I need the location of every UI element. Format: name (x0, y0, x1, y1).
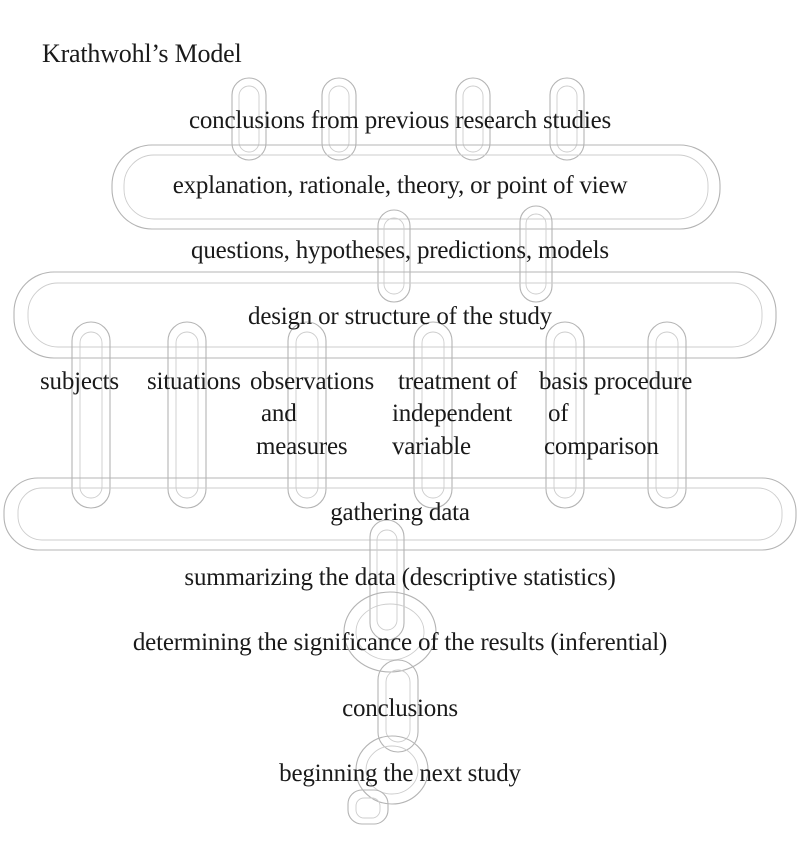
component-basis-procedure: basis procedure (539, 368, 693, 395)
component-observations-and: and (261, 400, 297, 427)
step-conclusions: conclusions (342, 695, 458, 722)
component-subjects: subjects (40, 368, 119, 395)
component-independent: independent (392, 400, 512, 427)
component-links (72, 322, 686, 508)
step-conclusions-previous: conclusions from previous research studies (188, 107, 612, 134)
step-explanation: explanation, rationale, theory, or point of view (172, 172, 628, 199)
step-summarizing: summarizing the data (descriptive statistics) (184, 564, 616, 591)
step-significance: determining the significance of the results (inferential) (132, 629, 668, 656)
step-gathering-data: gathering data (330, 499, 470, 526)
component-comparison: comparison (544, 433, 659, 460)
step-next-study: beginning the next study (279, 760, 521, 787)
component-basis-of: of (548, 400, 569, 427)
component-observations: observations (250, 368, 374, 395)
component-treatment: treatment of (398, 368, 518, 395)
component-variable: variable (392, 433, 471, 460)
component-situations: situations (147, 368, 241, 395)
component-measures: measures (256, 433, 348, 460)
step-questions: questions, hypotheses, predictions, models (191, 237, 609, 264)
diagram-title: Krathwohl’s Model (42, 39, 242, 68)
step-design: design or structure of the study (248, 303, 552, 330)
